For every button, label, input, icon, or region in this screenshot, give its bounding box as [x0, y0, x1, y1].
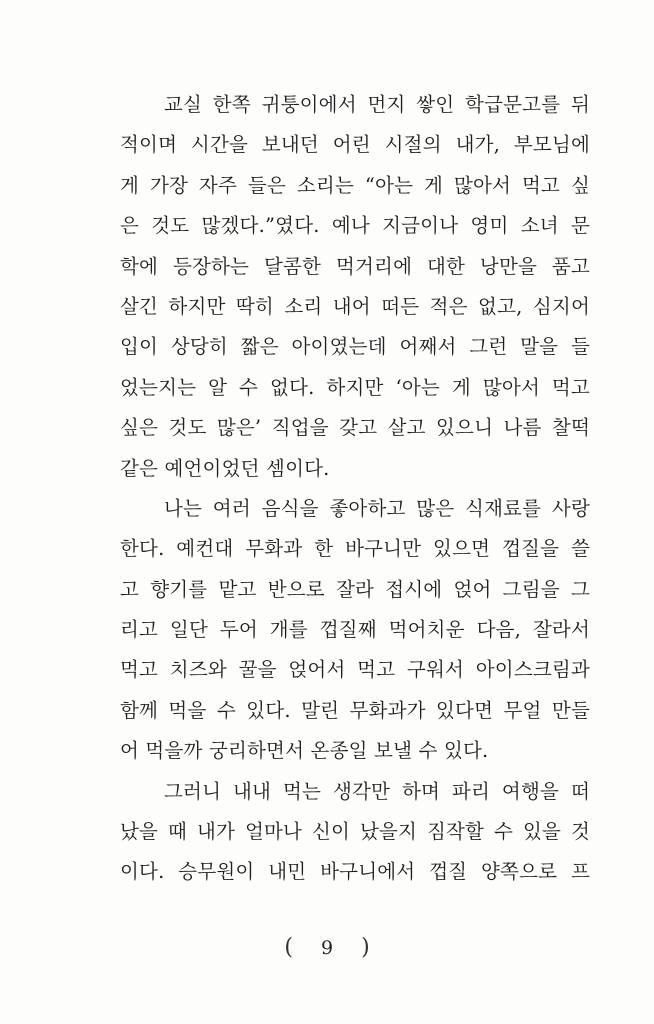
paragraph-line: 고 향기를 맡고 반으로 잘라 접시에 얹어 그림을 그	[120, 577, 590, 601]
page-number-footer	[0, 935, 654, 960]
paragraph-line: 게 가장 자주 들은 소리는 “아는 게 많아서 먹고 싶	[120, 173, 590, 197]
paragraph-line: 학에 등장하는 달콤한 먹거리에 대한 낭만을 품고	[120, 254, 590, 278]
paragraph-line: 먹고 치즈와 꿀을 얹어서 먹고 구워서 아이스크림과	[120, 658, 590, 682]
page-number: 9	[320, 937, 334, 959]
paragraph-line: 싶은 것도 많은’ 직업을 갖고 살고 있으니 나름 찰떡	[120, 416, 590, 440]
body-text	[120, 85, 590, 893]
paragraph-line: 그러니 내내 먹는 생각만 하며 파리 여행을 떠	[164, 779, 590, 803]
paragraph-line: 교실 한쪽 귀퉁이에서 먼지 쌓인 학급문고를 뒤	[164, 93, 590, 116]
paragraph-line: 리고 일단 두어 개를 껍질째 먹어치운 다음, 잘라서	[120, 618, 590, 642]
paragraph-line: 어 먹을까 궁리하면서 온종일 보낼 수 있다.	[120, 739, 489, 763]
paragraph-line: 은 것도 많겠다.”였다. 예나 지금이나 영미 소녀 문	[120, 214, 590, 238]
page-number-open-paren: (	[284, 935, 293, 960]
paragraph-line: 났을 때 내가 얼마나 신이 났을지 짐작할 수 있을 것	[120, 820, 590, 844]
paragraph-line: 나는 여러 음식을 좋아하고 많은 식재료를 사랑	[164, 496, 590, 520]
paragraph-line: 살긴 하지만 딱히 소리 내어 떠든 적은 없고, 심지어	[120, 294, 590, 318]
paragraph-line: 한다. 예컨대 무화과 한 바구니만 있으면 껍질을 쓸	[120, 537, 590, 561]
paragraph-line: 입이 상당히 짧은 아이였는데 어째서 그런 말을 들	[120, 335, 590, 359]
page-number-close-paren: )	[361, 935, 370, 960]
paragraph-line: 함께 먹을 수 있다. 말린 무화과가 있다면 무얼 만들	[120, 698, 590, 722]
paragraph-line: 이다. 승무원이 내민 바구니에서 껍질 양쪽으로 프	[120, 860, 590, 884]
paragraph-line: 같은 예언이었던 셈이다.	[120, 456, 330, 480]
paragraph-line: 었는지는 알 수 없다. 하지만 ‘아는 게 많아서 먹고	[120, 375, 590, 399]
paragraph-line: 적이며 시간을 보내던 어린 시절의 내가, 부모님에	[120, 133, 590, 157]
